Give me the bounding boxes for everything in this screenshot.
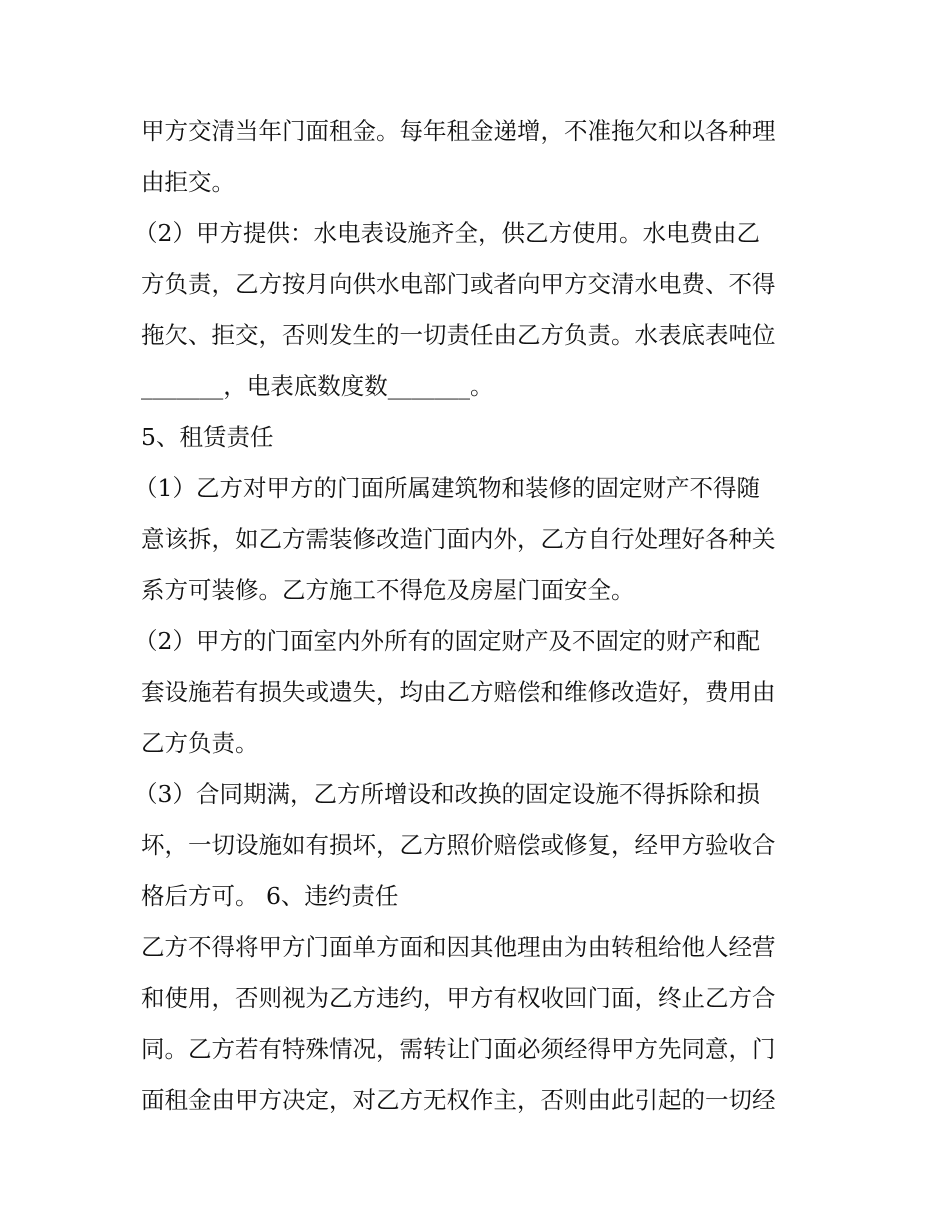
text-line: （2）甲方的门面室内外所有的固定财产及不固定的财产和配 [134, 627, 760, 655]
text-line: 方负责，乙方按月向供水电部门或者向甲方交清水电费、不得 [141, 270, 776, 298]
text-line: 乙方不得将甲方门面单方面和因其他理由为由转租给他人经营 [141, 933, 776, 961]
text-line: （2）甲方提供：水电表设施齐全，供乙方使用。水电费由乙 [134, 219, 760, 247]
text-line: 甲方交清当年门面租金。每年租金递增，不准拖欠和以各种理 [141, 117, 776, 145]
text-line: _______，电表底数度数_______。 [141, 372, 494, 400]
text-line: 同。乙方若有特殊情况，需转让门面必须经得甲方先同意，门 [141, 1035, 776, 1063]
text-line: 套设施若有损失或遗失，均由乙方赔偿和维修改造好，费用由 [141, 678, 776, 706]
text-line: （3）合同期满，乙方所增设和改换的固定设施不得拆除和损 [134, 780, 760, 808]
text-line: 面租金由甲方决定，对乙方无权作主，否则由此引起的一切经 [141, 1086, 776, 1114]
text-line: 格后方可。 6、违约责任 [141, 882, 399, 910]
text-line: （1）乙方对甲方的门面所属建筑物和装修的固定财产不得随 [134, 474, 760, 502]
text-line: 系方可装修。乙方施工不得危及房屋门面安全。 [141, 576, 635, 604]
section-heading: 5、租赁责任 [141, 423, 274, 451]
text-line: 和使用，否则视为乙方违约，甲方有权收回门面，终止乙方合 [141, 984, 776, 1012]
contract-text-body [134, 106, 821, 1126]
text-line: 乙方负责。 [141, 729, 259, 757]
text-line: 由拒交。 [141, 168, 235, 196]
text-line: 意该拆，如乙方需装修改造门面内外，乙方自行处理好各种关 [141, 525, 776, 553]
text-line: 拖欠、拒交，否则发生的一切责任由乙方负责。水表底表吨位 [141, 321, 776, 349]
text-line: 坏，一切设施如有损坏，乙方照价赔偿或修复，经甲方验收合 [141, 831, 776, 859]
